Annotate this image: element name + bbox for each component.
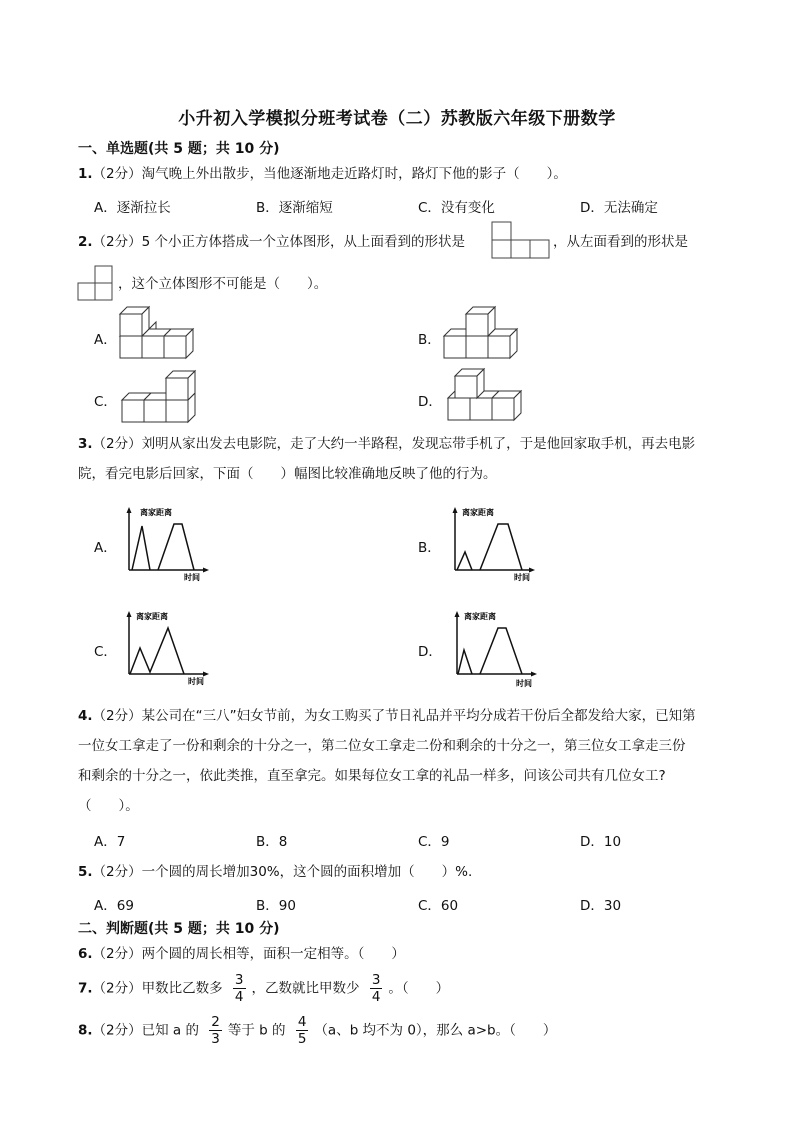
question-4: [78, 706, 778, 726]
question-text-part3: （a、b 均不为 0），那么 a>b。（ ）: [314, 1022, 557, 1039]
question-score: （2分）: [92, 166, 142, 182]
question-2: [78, 232, 465, 252]
q5-option-b[interactable]: B．90: [256, 898, 296, 914]
question-text: 淘气晚上外出散步，当他逐渐地走近路灯时，路灯下他的影子（ ）。: [141, 166, 567, 182]
question-5: [78, 862, 472, 882]
q3-option-d-graph[interactable]: [448, 608, 543, 688]
question-score: （2分）: [92, 980, 142, 997]
question-text-part1: 已知 a 的: [141, 1022, 199, 1039]
x-axis-label: 时间: [516, 679, 532, 688]
q3-option-c-graph[interactable]: [120, 608, 215, 688]
fraction: $\frac{3}{4}$: [371, 972, 381, 1005]
question-number: 1.: [78, 166, 93, 182]
question-7: [78, 972, 449, 1005]
q3-option-b-label[interactable]: B．: [418, 540, 441, 556]
page-title: 小升初入学模拟分班考试卷（二）苏教版六年级下册数学: [178, 109, 616, 129]
q4-option-d[interactable]: D．10: [580, 834, 622, 850]
q2-option-a-figure[interactable]: [120, 306, 200, 362]
q2-option-d-figure[interactable]: [448, 368, 528, 428]
y-axis-label: 离家距离: [464, 612, 496, 621]
question-3-line2: 院，看完电影后回家，下面（ ）幅图比较准确地反映了他的行为。: [78, 466, 497, 482]
fraction: $\frac{3}{4}$: [234, 972, 244, 1005]
q2-option-c-figure[interactable]: [122, 370, 202, 426]
q2-option-d-label[interactable]: D．: [418, 394, 442, 410]
question-text-part2: 等于 b 的: [227, 1022, 286, 1039]
question-text-part3: 。（ ）: [388, 980, 450, 997]
question-text: 一个圆的周长增加30%，这个圆的面积增加（ ）%.: [141, 864, 473, 880]
q3-option-c-label[interactable]: C．: [94, 644, 117, 660]
question-text-part1: 5 个小正方体搭成一个立体图形，从上面看到的形状是: [141, 234, 466, 250]
question-text: 两个圆的周长相等，面积一定相等。（ ）: [141, 946, 405, 962]
x-axis-label: 时间: [514, 573, 530, 582]
q5-option-a[interactable]: A．69: [94, 898, 134, 914]
q3-option-a-label[interactable]: A．: [94, 540, 117, 556]
left-view-figure: [78, 266, 118, 304]
q2-option-a-label[interactable]: A．: [94, 332, 117, 348]
q1-option-b[interactable]: B．逐渐缩短: [256, 200, 333, 216]
q4-option-b[interactable]: B．8: [256, 834, 288, 850]
q1-option-c[interactable]: C．没有变化: [418, 200, 495, 216]
question-4-line3: 和剩余的十分之一，依此类推，直至拿完。如果每位女工拿的礼品一样多，问该公司共有几位女工?: [78, 768, 666, 784]
question-number: 6.: [78, 946, 93, 962]
q3-option-a-graph[interactable]: [120, 504, 215, 584]
fraction: $\frac{4}{5}$: [297, 1014, 307, 1047]
q4-option-a[interactable]: A．7: [94, 834, 126, 850]
q2-option-b-figure[interactable]: [444, 306, 524, 362]
q1-option-a[interactable]: A．逐渐拉长: [94, 200, 171, 216]
y-axis-label: 离家距离: [136, 612, 168, 621]
q2-option-c-label[interactable]: C．: [94, 394, 117, 410]
question-1: [78, 164, 567, 184]
question-number: 7.: [78, 980, 93, 997]
question-score: （2分）: [92, 708, 142, 724]
q5-option-d[interactable]: D．30: [580, 898, 622, 914]
q1-option-d[interactable]: D．无法确定: [580, 200, 658, 216]
question-text-part3: ，这个立体图形不可能是（ ）。: [118, 276, 328, 292]
fraction: $\frac{2}{3}$: [211, 1014, 220, 1047]
question-text-part2: ，从左面看到的形状是: [553, 234, 688, 250]
section-heading-single-choice: 一、单选题(共 5 题；共 10 分): [78, 141, 280, 157]
question-text-part2: ，乙数就比甲数少: [251, 980, 360, 997]
question-4-line4: （ ）。: [78, 798, 139, 814]
x-axis-label: 时间: [188, 677, 204, 686]
q3-option-d-label[interactable]: D．: [418, 644, 442, 660]
question-score: （2分）: [92, 946, 142, 962]
y-axis-label: 离家距离: [140, 508, 172, 517]
question-4-line2: 一位女工拿走了一份和剩余的十分之一，第二位女工拿走二份和剩余的十分之一，第三位女工拿走三份: [78, 738, 686, 754]
q3-option-b-graph[interactable]: [446, 504, 541, 584]
question-number: 5.: [78, 864, 93, 880]
question-number: 4.: [78, 708, 93, 724]
q2-option-b-label[interactable]: B．: [418, 332, 441, 348]
question-text-part1: 甲数比乙数多: [141, 980, 223, 997]
question-text-line1: 某公司在“三八”妇女节前，为女工购买了节日礼品并平均分成若干份后全都发给大家，已知第: [141, 708, 696, 724]
question-6: [78, 944, 405, 964]
question-text-line1: 刘明从家出发去电影院，走了大约一半路程，发现忘带手机了，于是他回家取手机，再去电影: [141, 436, 696, 452]
question-number: 2.: [78, 234, 93, 250]
question-3: [78, 434, 758, 454]
y-axis-label: 离家距离: [462, 508, 494, 517]
top-view-figure: [492, 222, 552, 262]
section-heading-true-false: 二、判断题(共 5 题；共 10 分): [78, 921, 280, 937]
question-score: （2分）: [92, 1022, 142, 1039]
question-score: （2分）: [92, 864, 142, 880]
question-8: [78, 1014, 556, 1047]
q4-option-c[interactable]: C．9: [418, 834, 450, 850]
question-score: （2分）: [92, 234, 142, 250]
question-number: 8.: [78, 1022, 93, 1039]
question-number: 3.: [78, 436, 93, 452]
question-score: （2分）: [92, 436, 142, 452]
q5-option-c[interactable]: C．60: [418, 898, 459, 914]
x-axis-label: 时间: [184, 573, 200, 582]
